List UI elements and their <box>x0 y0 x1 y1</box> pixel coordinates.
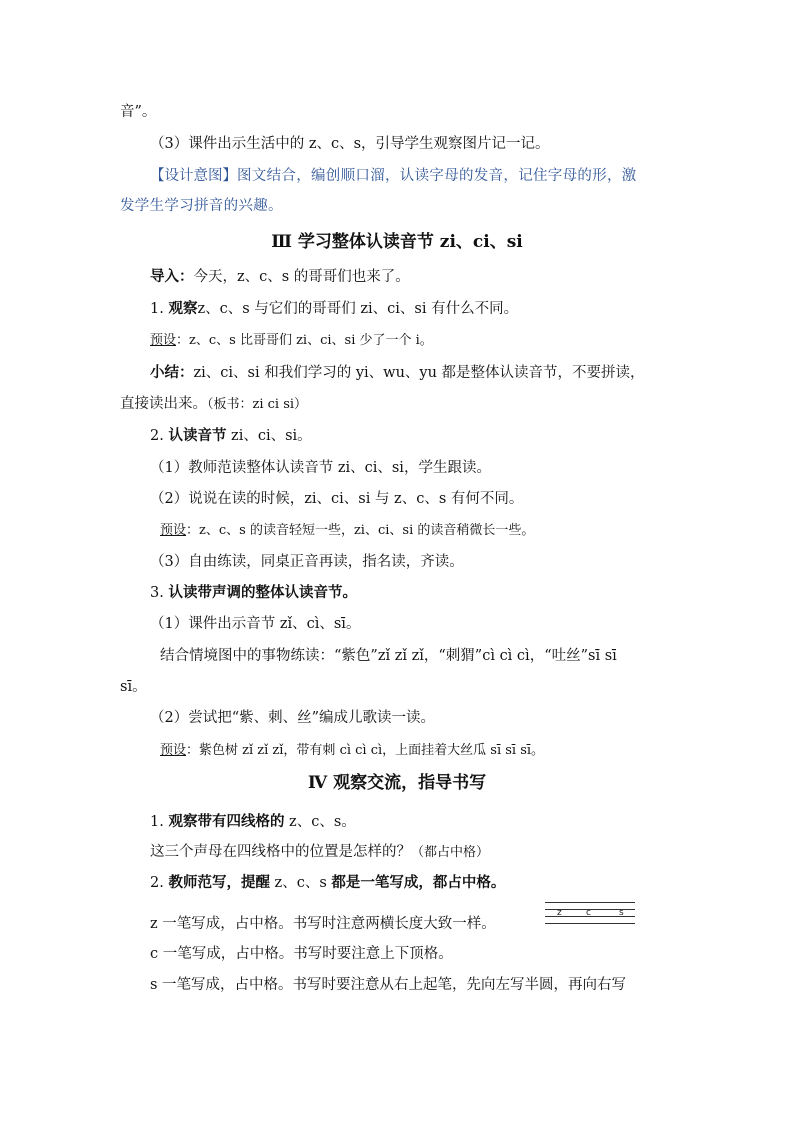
summary-label: 小结： <box>150 364 194 381</box>
text-line <box>150 708 435 728</box>
text-line <box>150 583 357 603</box>
text-line <box>150 134 550 154</box>
section-heading-3: Ⅲ 学习整体认读音节 zi、ci、si <box>271 232 523 252</box>
preset-label: 预设 <box>160 523 187 538</box>
text-line <box>150 489 523 509</box>
label: 教师范写，提醒 <box>168 874 270 891</box>
design-intent-line <box>120 196 283 216</box>
label: 观察带有四线格的 <box>168 813 285 830</box>
text: 结合情境图中的事物练读：“紫色”zǐ zǐ zǐ，“刺猬”cì cì cì，“吐丝”sī sī <box>160 648 617 664</box>
text: ：紫色树 zǐ zǐ zǐ，带有刺 cì cì cì，上面挂着大丝瓜 sī sī sī。 <box>186 743 545 758</box>
text: c 一笔写成，占中格。书写时要注意上下顶格。 <box>150 946 453 962</box>
text: z、c、s。 <box>284 814 356 830</box>
text: zi、ci、si 和我们学习的 yi、wu、yu 都是整体认读音节，不要拼读， <box>193 365 645 381</box>
item-number: 2. <box>150 875 169 891</box>
label: 观察 <box>168 300 198 317</box>
text: （1）教师范读整体认读音节 zi、ci、si，学生跟读。 <box>150 460 491 476</box>
text: （3）自由练读，同桌正音再读，指名读，齐读。 <box>150 554 464 570</box>
grid-line <box>545 902 635 903</box>
design-intent-line <box>150 166 637 186</box>
text: （3）课件出示生活中的 z、c、s，引导学生观察图片记一记。 <box>150 136 550 152</box>
text: sī。 <box>120 679 147 695</box>
section-heading-4: Ⅳ 观察交流，指导书写 <box>307 773 487 793</box>
text: z 一笔写成，占中格。书写时注意两横长度大致一样。 <box>150 916 496 932</box>
text-line <box>160 646 617 666</box>
text: 今天，z、c、s 的哥哥们也来了。 <box>193 269 410 285</box>
text-line <box>150 458 491 478</box>
label: 都是一笔写成，都占中格。 <box>331 874 506 891</box>
grid-letter-s: s <box>619 908 624 918</box>
label: 认读带声调的整体认读音节。 <box>168 584 357 601</box>
text-line <box>120 102 156 122</box>
grid-line <box>545 923 635 924</box>
answer-note: （都占中格） <box>411 845 490 860</box>
text-line <box>150 267 410 287</box>
board-note: （板书：zi ci si） <box>207 397 308 412</box>
text: （2）说说在读的时候，zi、ci、si 与 z、c、s 有何不同。 <box>150 491 524 507</box>
text: 图文结合，编创顺口溜，认读字母的发音，记住字母的形，激 <box>237 168 637 184</box>
text-line <box>150 873 505 893</box>
text: ：z、c、s 的读音轻短一些，zi、ci、si 的读音稍微长一些。 <box>186 523 535 538</box>
text-line <box>160 520 534 541</box>
text: z、c、s <box>269 875 332 891</box>
text: 发学生学习拼音的兴趣。 <box>120 198 283 214</box>
preset-label: 预设 <box>150 333 177 348</box>
item-number: 2. <box>150 428 169 444</box>
text-line <box>150 330 433 351</box>
text: 音”。 <box>120 104 157 120</box>
four-line-grid-figure <box>545 902 635 924</box>
text-line <box>150 812 356 832</box>
text: 直接读出来。 <box>120 396 207 412</box>
text: ：z、c、s 比哥哥们 zi、ci、si 少了一个 i。 <box>176 333 433 348</box>
item-number: 1. <box>150 814 169 830</box>
text-line <box>150 614 360 634</box>
text-line <box>150 914 496 934</box>
text: （1）课件出示音节 zǐ、cì、sī。 <box>150 616 361 632</box>
text-line <box>150 944 453 964</box>
preset-label: 预设 <box>160 743 187 758</box>
text: zi、ci、si。 <box>226 428 312 444</box>
label: 导入： <box>150 268 194 285</box>
text-line <box>150 426 312 446</box>
text-line <box>150 299 518 319</box>
text-line <box>120 677 147 697</box>
text-line <box>120 394 307 415</box>
text-line <box>150 363 645 383</box>
text-line <box>150 975 626 995</box>
text-line <box>150 842 489 863</box>
item-number: 1. <box>150 301 169 317</box>
item-number: 3. <box>150 585 169 601</box>
text-line <box>160 740 544 761</box>
text-line <box>150 552 464 572</box>
grid-letter-z: z <box>557 908 562 918</box>
grid-letter-c: c <box>586 908 591 918</box>
text: s 一笔写成，占中格。书写时要注意从右上起笔，先向左写半圆，再向右写 <box>150 977 627 993</box>
label: 认读音节 <box>168 427 227 444</box>
design-intent-tag: 【设计意图】 <box>150 168 237 184</box>
text: 这三个声母在四线格中的位置是怎样的？ <box>150 844 411 860</box>
text: z、c、s 与它们的哥哥们 zi、ci、si 有什么不同。 <box>197 301 519 317</box>
text: （2）尝试把“紫、刺、丝”编成儿歌读一读。 <box>150 710 436 726</box>
